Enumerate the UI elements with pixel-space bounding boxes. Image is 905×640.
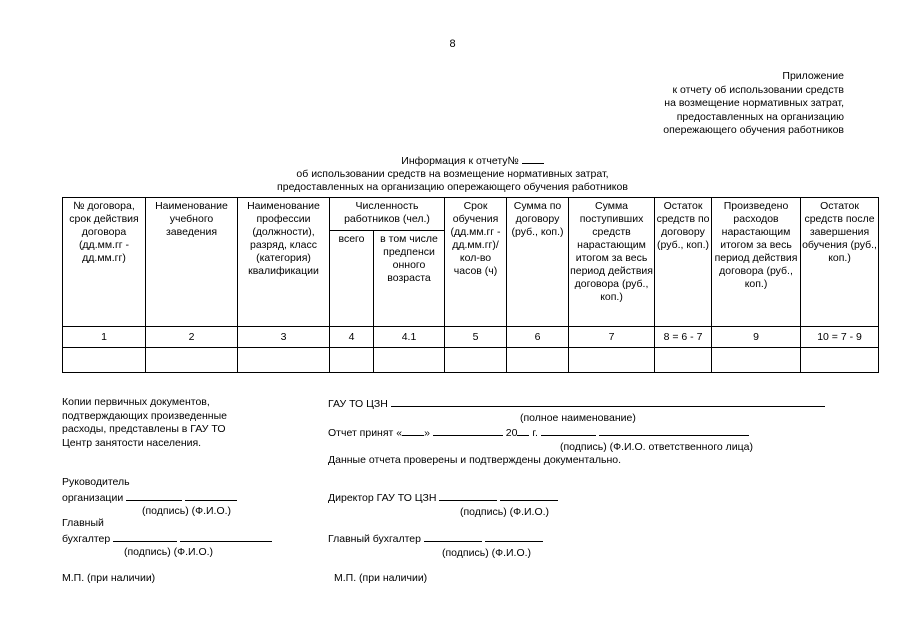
accepted-year: 20 — [505, 427, 518, 439]
accepted-quote: » — [424, 427, 430, 439]
accountant-caption: (подпись) (Ф.И.О.) — [124, 546, 214, 558]
title-line-2: об использовании средств на возмещение нормативных затрат, — [296, 168, 609, 180]
table-cell[interactable] — [238, 348, 330, 373]
table-cell[interactable] — [445, 348, 507, 373]
header-cell: в том числе предпенси онного возраста — [374, 231, 445, 327]
empty-data-row — [63, 348, 879, 373]
head-signature — [62, 476, 237, 519]
column-number: 1 — [63, 327, 146, 348]
director-signature-line[interactable] — [439, 490, 497, 501]
gau-name-line[interactable] — [391, 396, 825, 407]
table-cell[interactable] — [801, 348, 879, 373]
document-title — [0, 152, 905, 194]
right-signature-block — [328, 396, 825, 468]
verified-note: Данные отчета проверены и подтверждены документально. — [328, 454, 622, 466]
director-signature — [328, 490, 558, 519]
director-label: Директор ГАУ ТО ЦЗН — [328, 492, 437, 504]
header-cell: Остаток средств по договору (руб., коп.) — [655, 198, 712, 327]
accountant-signature-line[interactable] — [113, 531, 177, 542]
header-cell: Произведено расходов нарастающим итогом за весь период действия договора (руб., коп.) — [712, 198, 801, 327]
header-cell: Срок обучения (дд.мм.гг - дд.мм.гг)/ кол-во часов (ч) — [445, 198, 507, 327]
left-signature-block — [62, 396, 227, 450]
header-cell: Сумма по договору (руб., коп.) — [507, 198, 569, 327]
table-cell[interactable] — [374, 348, 445, 373]
header-cell: Наименование учебного заведения — [146, 198, 238, 327]
column-number: 3 — [238, 327, 330, 348]
report-number-blank — [522, 152, 544, 164]
appendix-line: к отчету об использовании средств — [672, 83, 844, 96]
appendix-note — [663, 70, 844, 138]
accepted-caption: (подпись) (Ф.И.О. ответственного лица) — [560, 440, 754, 453]
head-name-line[interactable] — [185, 490, 237, 501]
copies-note-line: Копии первичных документов, — [62, 396, 210, 408]
accepted-signature-line[interactable] — [541, 425, 596, 436]
chief-accountant-signature-line[interactable] — [424, 531, 482, 542]
header-row — [63, 198, 879, 231]
header-cell: всего — [330, 231, 374, 327]
title-line-3: предоставленных на организацию опережающего обучения работников — [277, 181, 628, 193]
right-stamp: М.П. (при наличии) — [334, 572, 428, 584]
chief-accountant-name-line[interactable] — [485, 531, 543, 542]
header-cell: № договора, срок действия договора (дд.мм.гг - дд.мм.гг) — [63, 198, 146, 327]
accepted-prefix: Отчет принят « — [328, 427, 403, 439]
accountant-label-2: бухгалтер — [62, 532, 111, 545]
table-cell[interactable] — [63, 348, 146, 373]
chief-accountant-signature — [328, 531, 543, 560]
chief-accountant-label: Главный бухгалтер — [328, 533, 421, 545]
header-cell: Сумма поступивших средств нарастающим итогом за весь период действия договора (руб., коп.) — [569, 198, 655, 327]
column-number: 8 = 6 - 7 — [655, 327, 712, 348]
table-cell[interactable] — [146, 348, 238, 373]
report-table — [62, 197, 879, 373]
copies-note-line: подтверждающих произведенные — [62, 409, 227, 422]
accountant-signature — [62, 517, 272, 560]
accountant-name-line[interactable] — [180, 531, 272, 542]
accountant-label: Главный — [62, 517, 104, 529]
accepted-year-line[interactable] — [517, 425, 529, 436]
appendix-line: на возмещение нормативных затрат, — [664, 97, 844, 109]
column-number: 5 — [445, 327, 507, 348]
header-cell: Наименование профессии (должности), разряд, класс (категория) квалификации — [238, 198, 330, 327]
column-number-row — [63, 327, 879, 348]
appendix-line: опережающего обучения работников — [663, 124, 844, 136]
accepted-g: г. — [532, 427, 538, 439]
header-cell: Остаток средств после завершения обучения (руб., коп.) — [801, 198, 879, 327]
director-caption: (подпись) (Ф.И.О.) — [460, 505, 550, 518]
copies-note-line: Центр занятости населения. — [62, 436, 202, 449]
copies-note-line: расходы, представлены в ГАУ ТО — [62, 423, 226, 435]
accepted-month-line[interactable] — [433, 425, 503, 436]
column-number: 2 — [146, 327, 238, 348]
head-caption: (подпись) (Ф.И.О.) — [142, 505, 232, 517]
table-cell[interactable] — [655, 348, 712, 373]
accepted-name-line[interactable] — [599, 425, 749, 436]
appendix-line: предоставленных на организацию — [676, 110, 844, 123]
accepted-day-line[interactable] — [402, 425, 424, 436]
appendix-line: Приложение — [782, 70, 844, 82]
table-cell[interactable] — [507, 348, 569, 373]
table-cell[interactable] — [712, 348, 801, 373]
gau-label: ГАУ ТО ЦЗН — [328, 398, 388, 410]
column-number: 7 — [569, 327, 655, 348]
page-number: 8 — [449, 38, 456, 50]
head-label-2: организации — [62, 491, 124, 504]
column-number: 10 = 7 - 9 — [801, 327, 879, 348]
head-label: Руководитель — [62, 476, 130, 488]
gau-caption: (полное наименование) — [520, 411, 636, 424]
table-cell[interactable] — [569, 348, 655, 373]
column-number: 9 — [712, 327, 801, 348]
table-cell[interactable] — [330, 348, 374, 373]
left-stamp: М.П. (при наличии) — [62, 572, 156, 584]
director-name-line[interactable] — [500, 490, 558, 501]
head-signature-line[interactable] — [126, 490, 182, 501]
column-number: 6 — [507, 327, 569, 348]
header-cell: Численность работников (чел.) — [330, 198, 445, 231]
chief-accountant-caption: (подпись) (Ф.И.О.) — [442, 546, 532, 559]
column-number: 4 — [330, 327, 374, 348]
column-number: 4.1 — [374, 327, 445, 348]
title-line-1: Информация к отчету№ — [401, 155, 519, 167]
